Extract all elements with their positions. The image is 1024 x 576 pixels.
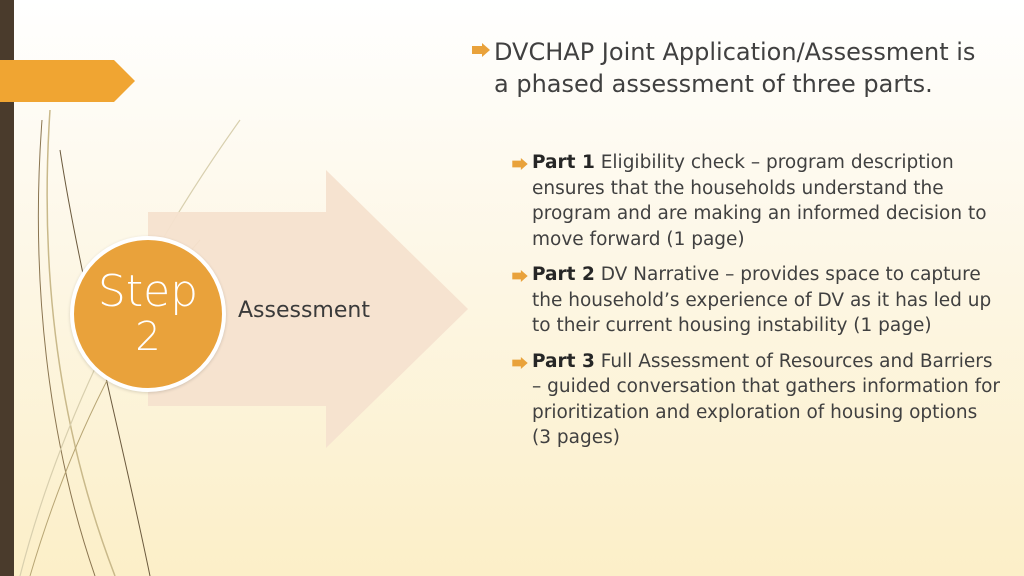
arrow-bullet-icon [512, 354, 532, 373]
arrow-label: Assessment [238, 298, 370, 323]
arrow-bullet-icon [512, 155, 532, 174]
part-description: Full Assessment of Resources and Barriers – guided conversation that gathers information for prioritization and exploration of housing options (3 pages) [532, 350, 1001, 448]
orange-tab-accent [0, 60, 135, 102]
main-bullet-text: DVCHAP Joint Application/Assessment is a phased assessment of three parts. [494, 38, 976, 98]
step-word: Step [97, 266, 199, 317]
list-item-part-3 [512, 349, 1002, 451]
arrow-bullet-icon [512, 267, 532, 286]
main-bullet [472, 36, 992, 100]
part-label: Part 2 [532, 264, 595, 285]
arrow-bullet-icon [472, 42, 494, 61]
part-label: Part 1 [532, 152, 595, 173]
step-number: 2 [135, 314, 161, 360]
part-description: Eligibility check – program description ensures that the households understand the program and are making an informed decision to move forward (1 page) [532, 152, 987, 250]
parts-list [512, 150, 1002, 461]
part-label: Part 3 [532, 350, 595, 372]
part-description: DV Narrative – provides space to capture the household’s experience of DV as it has led up to their current housing instability (1 page) [532, 264, 992, 336]
list-item-part-1 [512, 150, 1002, 252]
list-item-part-2 [512, 262, 1002, 339]
step-circle [70, 236, 226, 392]
